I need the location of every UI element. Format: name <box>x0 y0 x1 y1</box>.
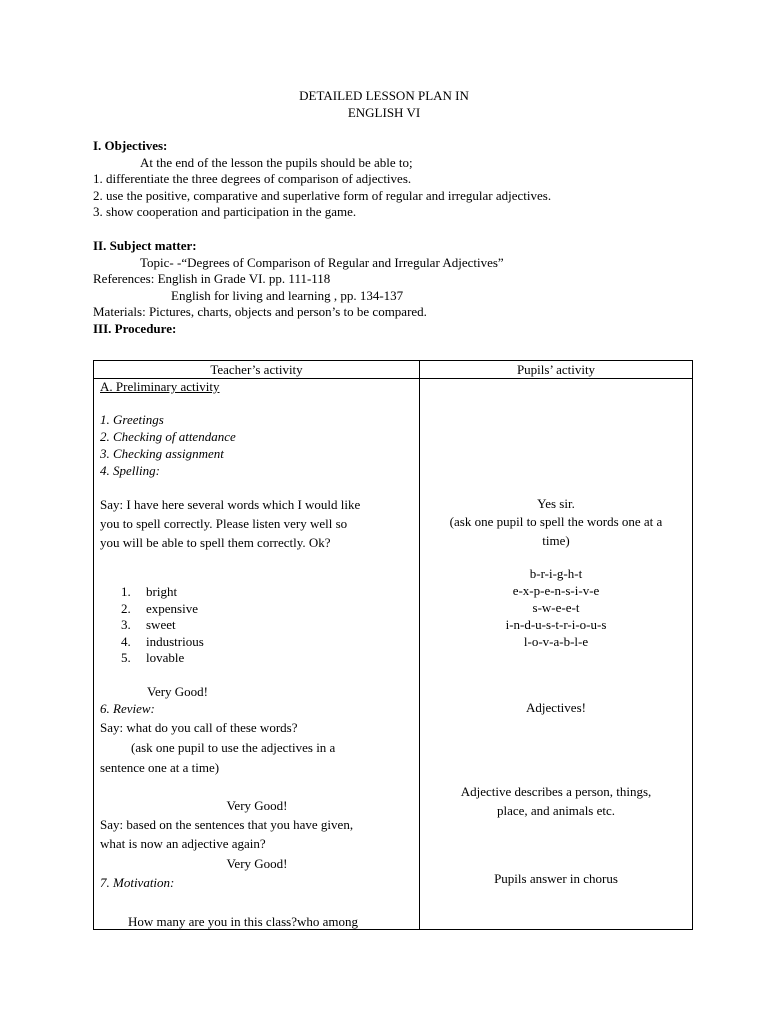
col-header-pupils: Pupils’ activity <box>420 361 693 379</box>
subject-references-2: English for living and learning , pp. 134-137 <box>171 287 404 303</box>
activity-table <box>93 360 693 930</box>
say-spell-line-1: Say: I have here several words which I would like <box>100 497 361 512</box>
teacher-activity-cell <box>94 379 420 930</box>
review-item: 6. Review: <box>100 701 155 716</box>
procedure-heading: III. Procedure: <box>93 320 177 336</box>
very-good-2: Very Good! <box>226 798 288 813</box>
spelled-word-5: l-o-v-a-b-l-e <box>523 634 589 649</box>
attendance-item: 2. Checking of attendance <box>100 429 236 444</box>
greetings-item: 1. Greetings <box>100 412 164 427</box>
spelling-item: 4. Spelling: <box>100 463 160 478</box>
objective-item-2: 2. use the positive, comparative and superlative form of regular and irregular adjectives. <box>93 187 552 203</box>
adjective-describes-line-2: place, and animals etc. <box>496 803 616 818</box>
say-adjective-line-2: what is now an adjective again? <box>100 836 266 851</box>
objectives-heading: I. Objectives: <box>93 138 168 153</box>
pupil-ask-line-1: (ask one pupil to spell the words one at a <box>449 514 663 529</box>
subject-matter-section <box>93 238 693 338</box>
list-item: 5. lovable <box>121 650 185 666</box>
pupil-ask-line-2: time) <box>542 533 570 548</box>
list-item: 2. expensive <box>121 600 198 616</box>
pupils-activity-cell <box>420 379 693 930</box>
yes-sir: Yes sir. <box>537 496 575 511</box>
say-spell-line-3: you will be able to spell them correctly. Ok? <box>100 535 331 550</box>
ask-sentence-line-2: sentence one at a time) <box>100 760 220 775</box>
subject-topic: Topic- -“Degrees of Comparison of Regular and Irregular Adjectives” <box>140 254 504 270</box>
spelled-word-4: i-n-d-u-s-t-r-i-o-u-s <box>505 617 607 632</box>
motivation-item: 7. Motivation: <box>100 875 175 890</box>
adjectives-answer: Adjectives! <box>526 700 586 715</box>
subject-references-1: References: English in Grade VI. pp. 111-118 <box>93 271 331 287</box>
preliminary-activity: A. Preliminary activity <box>100 379 220 394</box>
say-spell-line-2: you to spell correctly. Please listen very well so <box>100 516 348 531</box>
assignment-item: 3. Checking assignment <box>100 446 224 461</box>
say-review: Say: what do you call of these words? <box>100 720 298 735</box>
list-item: 1. bright <box>121 584 178 599</box>
spelled-word-1: b-r-i-g-h-t <box>529 566 583 581</box>
document-title <box>0 88 768 121</box>
subject-materials: Materials: Pictures, charts, objects and person’s to be compared. <box>93 304 427 320</box>
title-line-1: DETAILED LESSON PLAN IN <box>299 88 469 103</box>
objectives-intro: At the end of the lesson the pupils should be able to; <box>140 154 413 170</box>
objective-item-1: 1. differentiate the three degrees of comparison of adjectives. <box>93 171 412 187</box>
col-header-teacher: Teacher’s activity <box>94 361 420 379</box>
spelled-word-3: s-w-e-e-t <box>532 600 580 615</box>
how-many-line: How many are you in this class?who among <box>128 914 358 929</box>
spelling-word-list <box>100 584 400 667</box>
list-item: 4. industrious <box>121 633 204 649</box>
objectives-section <box>93 138 693 221</box>
list-item: 3. sweet <box>121 617 176 633</box>
subject-matter-heading: II. Subject matter: <box>93 238 197 253</box>
table-body-row <box>94 379 693 930</box>
title-line-2: ENGLISH VI <box>347 104 421 120</box>
say-adjective-line-1: Say: based on the sentences that you have given, <box>100 817 354 832</box>
adjective-describes-line-1: Adjective describes a person, things, <box>460 784 652 799</box>
pupils-chorus: Pupils answer in chorus <box>494 871 618 886</box>
very-good-3: Very Good! <box>226 856 288 871</box>
ask-sentence-line-1: (ask one pupil to use the adjectives in a <box>131 740 336 755</box>
objective-item-3: 3. show cooperation and participation in the game. <box>93 204 357 220</box>
table-header-row <box>94 361 693 379</box>
spelled-word-2: e-x-p-e-n-s-i-v-e <box>512 583 600 598</box>
very-good-1: Very Good! <box>147 684 209 699</box>
